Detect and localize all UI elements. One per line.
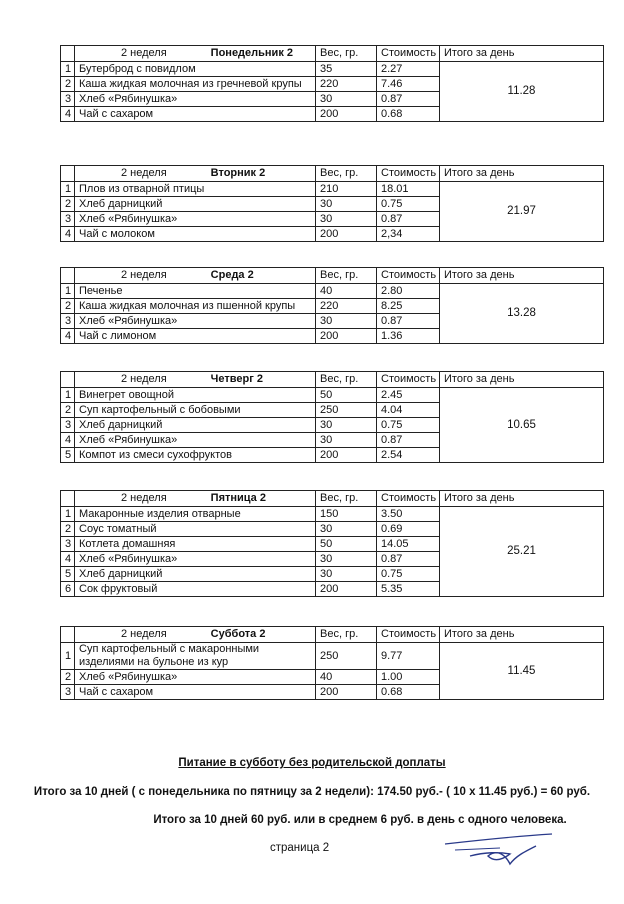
row-number: 4 [61, 433, 75, 448]
dish-weight: 30 [316, 418, 377, 433]
day-total: 25.21 [440, 507, 604, 597]
day-menu-table [60, 626, 604, 700]
dish-weight: 200 [316, 448, 377, 463]
dish-cost: 5.35 [377, 582, 440, 597]
header-number-cell [61, 268, 75, 284]
dish-name: Хлеб дарницкий [75, 418, 316, 433]
dish-name: Бутерброд с повидлом [75, 62, 316, 77]
row-number: 4 [61, 552, 75, 567]
dish-weight: 50 [316, 537, 377, 552]
row-number: 3 [61, 212, 75, 227]
table-row [61, 62, 604, 77]
cost-column-header: Стоимость [377, 627, 440, 643]
header-number-cell [61, 491, 75, 507]
dish-name: Каша жидкая молочная из пшенной крупы [75, 299, 316, 314]
dish-weight: 200 [316, 329, 377, 344]
row-number: 2 [61, 670, 75, 685]
table-row [61, 182, 604, 197]
dish-cost: 0.87 [377, 92, 440, 107]
row-number: 2 [61, 299, 75, 314]
dish-cost: 0.75 [377, 418, 440, 433]
header-day-cell [75, 627, 316, 643]
saturday-note-title: Питание в субботу без родительской доплаты [178, 757, 446, 769]
table-row [61, 388, 604, 403]
dish-cost: 14.05 [377, 537, 440, 552]
table-row [61, 643, 604, 670]
row-number: 4 [61, 107, 75, 122]
row-number: 5 [61, 567, 75, 582]
dish-name: Хлеб «Рябинушка» [75, 552, 316, 567]
day-label: Четверг 2 [210, 373, 263, 385]
dish-name: Суп картофельный с бобовыми [75, 403, 316, 418]
dish-weight: 40 [316, 284, 377, 299]
dish-cost: 0.75 [377, 567, 440, 582]
dish-cost: 2.80 [377, 284, 440, 299]
dish-cost: 0.68 [377, 107, 440, 122]
day-label: Суббота 2 [210, 628, 266, 640]
row-number: 1 [61, 507, 75, 522]
dish-name: Печенье [75, 284, 316, 299]
weight-column-header: Вес, гр. [316, 491, 377, 507]
dish-weight: 30 [316, 567, 377, 582]
row-number: 2 [61, 403, 75, 418]
header-number-cell [61, 166, 75, 182]
dish-weight: 200 [316, 582, 377, 597]
dish-cost: 2.54 [377, 448, 440, 463]
dish-weight: 200 [316, 107, 377, 122]
day-total: 11.45 [440, 643, 604, 700]
dish-cost: 0.87 [377, 212, 440, 227]
dish-weight: 210 [316, 182, 377, 197]
dish-cost: 0.87 [377, 433, 440, 448]
row-number: 3 [61, 314, 75, 329]
dish-name: Каша жидкая молочная из гречневой крупы [75, 77, 316, 92]
row-number: 1 [61, 284, 75, 299]
page-number: страница 2 [270, 842, 330, 854]
dish-weight: 150 [316, 507, 377, 522]
dish-name: Чай с сахаром [75, 685, 316, 700]
dish-name: Чай с сахаром [75, 107, 316, 122]
day-total: 13.28 [440, 284, 604, 344]
day-label: Вторник 2 [210, 167, 266, 179]
header-day-cell [75, 166, 316, 182]
table-header-row [61, 372, 604, 388]
cost-column-header: Стоимость [377, 268, 440, 284]
header-day-cell [75, 46, 316, 62]
day-menu-table [60, 371, 604, 463]
row-number: 2 [61, 197, 75, 212]
row-number: 4 [61, 227, 75, 242]
dish-cost: 0.75 [377, 197, 440, 212]
header-day-cell [75, 491, 316, 507]
dish-weight: 250 [316, 643, 377, 670]
dish-name: Плов из отварной птицы [75, 182, 316, 197]
dish-weight: 40 [316, 670, 377, 685]
dish-name: Хлеб «Рябинушка» [75, 314, 316, 329]
total-column-header: Итого за день [440, 268, 604, 284]
dish-cost: 0.87 [377, 314, 440, 329]
header-number-cell [61, 627, 75, 643]
signature-icon [440, 826, 560, 876]
dish-name: Хлеб дарницкий [75, 197, 316, 212]
dish-cost: 0.68 [377, 685, 440, 700]
day-label: Понедельник 2 [210, 47, 293, 59]
week-label: 2 неделя [121, 167, 167, 179]
dish-cost: 2,34 [377, 227, 440, 242]
dish-name: Компот из смеси сухофруктов [75, 448, 316, 463]
dish-weight: 50 [316, 388, 377, 403]
header-day-cell [75, 268, 316, 284]
table-row [61, 507, 604, 522]
dish-name: Винегрет овощной [75, 388, 316, 403]
dish-weight: 200 [316, 227, 377, 242]
dish-weight: 30 [316, 212, 377, 227]
weight-column-header: Вес, гр. [316, 166, 377, 182]
dish-weight: 30 [316, 433, 377, 448]
dish-weight: 30 [316, 552, 377, 567]
dish-weight: 30 [316, 92, 377, 107]
dish-cost: 4.04 [377, 403, 440, 418]
weight-column-header: Вес, гр. [316, 268, 377, 284]
row-number: 3 [61, 685, 75, 700]
dish-cost: 3.50 [377, 507, 440, 522]
total-column-header: Итого за день [440, 372, 604, 388]
weight-column-header: Вес, гр. [316, 627, 377, 643]
day-menu-table [60, 490, 604, 597]
total-column-header: Итого за день [440, 46, 604, 62]
dish-name: Суп картофельный с макаронными изделиями на бульоне из кур [75, 643, 316, 670]
dish-name: Хлеб «Рябинушка» [75, 92, 316, 107]
day-menu-table [60, 165, 604, 242]
cost-column-header: Стоимость [377, 372, 440, 388]
row-number: 3 [61, 537, 75, 552]
row-number: 2 [61, 77, 75, 92]
week-label: 2 неделя [121, 47, 167, 59]
dish-name: Чай с молоком [75, 227, 316, 242]
row-number: 3 [61, 418, 75, 433]
dish-cost: 7.46 [377, 77, 440, 92]
dish-name: Макаронные изделия отварные [75, 507, 316, 522]
table-header-row [61, 166, 604, 182]
ten-day-total-line: Итого за 10 дней ( с понедельника по пятницу за 2 недели): 174.50 руб.- ( 10 х 11.45 руб.) = 60 руб. [33, 786, 591, 798]
dish-weight: 220 [316, 77, 377, 92]
row-number: 1 [61, 62, 75, 77]
weight-column-header: Вес, гр. [316, 46, 377, 62]
row-number: 5 [61, 448, 75, 463]
dish-cost: 0.87 [377, 552, 440, 567]
cost-column-header: Стоимость [377, 166, 440, 182]
day-menu-table [60, 45, 604, 122]
dish-name: Соус томатный [75, 522, 316, 537]
dish-weight: 30 [316, 197, 377, 212]
dish-weight: 35 [316, 62, 377, 77]
dish-cost: 1.36 [377, 329, 440, 344]
week-label: 2 неделя [121, 373, 167, 385]
row-number: 3 [61, 92, 75, 107]
row-number: 1 [61, 182, 75, 197]
day-menu-table [60, 267, 604, 344]
dish-weight: 30 [316, 522, 377, 537]
dish-cost: 0.69 [377, 522, 440, 537]
dish-weight: 250 [316, 403, 377, 418]
day-label: Пятница 2 [210, 492, 266, 504]
table-header-row [61, 268, 604, 284]
weight-column-header: Вес, гр. [316, 372, 377, 388]
dish-name: Хлеб «Рябинушка» [75, 670, 316, 685]
day-total: 21.97 [440, 182, 604, 242]
row-number: 4 [61, 329, 75, 344]
day-total: 10.65 [440, 388, 604, 463]
week-label: 2 неделя [121, 628, 167, 640]
dish-weight: 200 [316, 685, 377, 700]
dish-cost: 2.27 [377, 62, 440, 77]
dish-weight: 30 [316, 314, 377, 329]
day-label: Среда 2 [210, 269, 254, 281]
week-label: 2 неделя [121, 269, 167, 281]
cost-column-header: Стоимость [377, 491, 440, 507]
table-header-row [61, 627, 604, 643]
dish-name: Хлеб «Рябинушка» [75, 433, 316, 448]
table-row [61, 284, 604, 299]
dish-cost: 9.77 [377, 643, 440, 670]
day-total: 11.28 [440, 62, 604, 122]
dish-cost: 18.01 [377, 182, 440, 197]
dish-name: Сок фруктовый [75, 582, 316, 597]
total-column-header: Итого за день [440, 491, 604, 507]
row-number: 6 [61, 582, 75, 597]
header-day-cell [75, 372, 316, 388]
dish-name: Хлеб дарницкий [75, 567, 316, 582]
average-per-day-line: Итого за 10 дней 60 руб. или в среднем 6 руб. в день с одного человека. [153, 814, 567, 826]
row-number: 1 [61, 388, 75, 403]
dish-name: Котлета домашняя [75, 537, 316, 552]
table-header-row [61, 491, 604, 507]
cost-column-header: Стоимость [377, 46, 440, 62]
table-header-row [61, 46, 604, 62]
dish-cost: 8.25 [377, 299, 440, 314]
row-number: 1 [61, 643, 75, 670]
dish-name: Чай с лимоном [75, 329, 316, 344]
dish-cost: 2.45 [377, 388, 440, 403]
total-column-header: Итого за день [440, 166, 604, 182]
dish-cost: 1.00 [377, 670, 440, 685]
header-number-cell [61, 372, 75, 388]
dish-name: Хлеб «Рябинушка» [75, 212, 316, 227]
row-number: 2 [61, 522, 75, 537]
total-column-header: Итого за день [440, 627, 604, 643]
header-number-cell [61, 46, 75, 62]
week-label: 2 неделя [121, 492, 167, 504]
dish-weight: 220 [316, 299, 377, 314]
